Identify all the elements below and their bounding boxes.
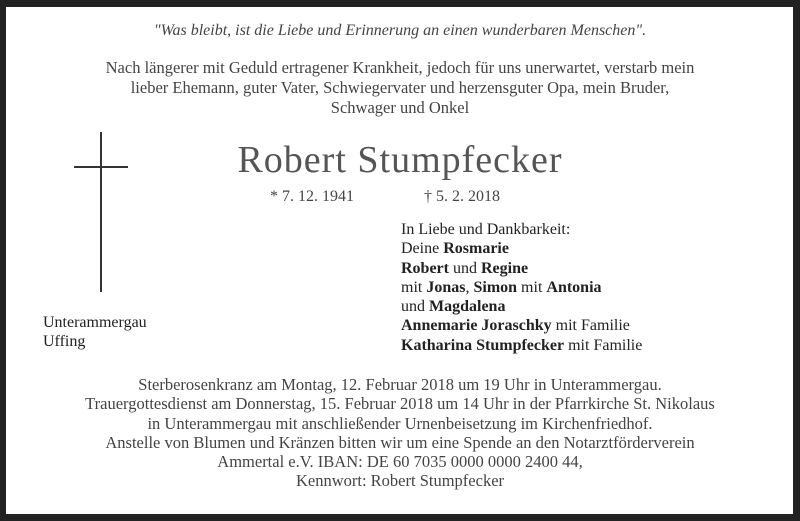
birth-date: * 7. 12. 1941 [270,188,354,205]
mourner-line [401,239,642,258]
info-line: in Unterammergau mit anschließender Urnenbeisetzung im Kirchenfriedhof. [147,413,653,433]
mourner-name: Regine [480,259,529,277]
info-line: Kennwort: Robert Stumpfecker [295,471,505,491]
text: mit Familie [551,317,630,335]
text: mit [401,278,427,296]
mourner-name: Rosmarie [443,240,509,258]
mourner-line [401,278,642,297]
text: Deine [401,240,444,258]
mourner-line [401,297,642,316]
places [43,313,147,351]
mourner-name: Simon [473,278,518,296]
intro-text [0,58,800,118]
mourner-line [401,336,642,355]
mourner-name: Antonia [546,278,602,296]
intro-line: Nach längerer mit Geduld ertragener Krankheit, jedoch für uns unerwartet, verstarb mein [105,58,695,77]
mourner-name: Jonas [426,278,466,296]
death-date: † 5. 2. 2018 [424,188,500,205]
intro-line: lieber Ehemann, guter Vater, Schwiegervater und herzensguter Opa, mein Bruder, [130,78,670,97]
intro-line: Schwager und Onkel [330,98,470,117]
text: , [465,278,474,296]
mourners-heading: In Liebe und Dankbarkeit: [401,221,571,238]
place: Unterammergau [43,314,147,331]
mourner-name: Magdalena [429,298,506,316]
mourner-line [401,316,642,335]
mourner-name: Annemarie Joraschky [401,317,552,335]
info-line: Sterberosenkranz am Montag, 12. Februar 2018 um 19 Uhr in Unterammergau. [138,375,662,394]
info-line: Ammertal e.V. IBAN: DE 60 7035 0000 0000 2400 44, [217,452,583,472]
text: mit [517,278,547,296]
mourner-line [401,259,642,278]
quote: "Was bleibt, ist die Liebe und Erinnerung an einen wunderbaren Menschen". [153,22,647,39]
info-line: Anstelle von Blumen und Kränzen bitten wir um eine Spende an den Notarztförderverein [105,432,695,452]
text: mit Familie [564,336,643,354]
text: und [448,259,481,277]
mourner-name: Katharina Stumpfecker [401,336,565,354]
info-line: Trauergottesdienst am Donnerstag, 15. Februar 2018 um 14 Uhr in der Pfarrkirche St. Nikolaus [85,394,715,414]
mourner-name: Robert [401,259,449,277]
deceased-name: Robert Stumpfecker [237,139,563,181]
place: Uffing [43,333,86,350]
text: und [401,298,429,316]
mourners-list [401,220,642,355]
service-info [0,375,800,491]
